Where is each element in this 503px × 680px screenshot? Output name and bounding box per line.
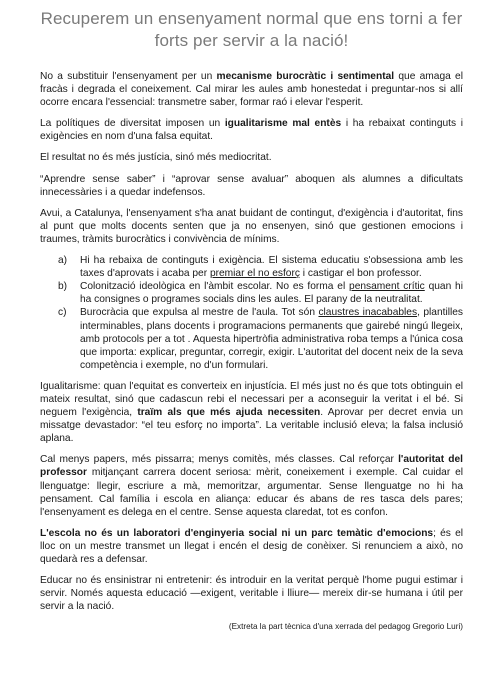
list-item: [58, 280, 463, 306]
source-credit: (Extreta la part tècnica d'una xerrada del pedagog Gregorio Luri): [228, 622, 463, 632]
paragraph-text: No a substituir l'ensenyament per un: [40, 71, 217, 82]
list-item-text: , plantilles interminables, plans docents i programacions permanents que gairebé ningú llegeix, amb protocols per a tot . Aquesta hipertròfia administrativa roba temps a l'única cosa que importa: explicar, preguntar, corregir, exigir. L'autoritat del docent neix de la seva competència i exemple, no d'un formulari.: [80, 307, 463, 371]
paragraph-catalonia: Avui, a Catalunya, l'ensenyament s'ha anat buidant de contingut, d'exigència i d'autoritat, fins al punt que molts docents senten que ja no ensenyen, sinó que gestionen emocions i traumes, tràmits burocràtics i convivència de mínims.: [40, 207, 463, 245]
paragraph-diversity: [40, 117, 463, 143]
paragraph-text: La polítiques de diversitat imposen un: [40, 118, 225, 130]
underlined-phrase: claustres inacabables: [318, 307, 418, 319]
paragraph-result: El resultat no és més justícia, sinó més mediocritat.: [40, 152, 272, 164]
list-item-text: i castigar el bon professor.: [299, 268, 422, 280]
paragraph-text: Cal menys papers, més pissarra; menys comitès, més classes. Cal reforçar: [40, 454, 399, 466]
paragraph-equality: [40, 380, 463, 445]
paragraph-text: Igualitarisme: quan l'equitat es converteix en injustícia. El més just no és que tots obtinguin el mateix resultat, sinó que cadascun rebi el necessari per a aconseguir la veritat i el bé. Si neguem l'exigència,: [40, 380, 463, 419]
bold-phrase: traïm als que més ajuda necessiten: [137, 407, 321, 419]
list-marker: c): [58, 307, 67, 319]
paragraph-slogans: “Aprendre sense saber” i “aprovar sense avaluar” aboquen als alumnes a dificultats innecessàries i a quedar indefensos.: [40, 173, 463, 198]
paragraph-text: mitjançant carrera docent seriosa: mèrit, coneixement i exemple. Cal cuidar el llenguatge: llegir, escriure a mà, memoritzar, argumentar. Sense llenguatge no hi ha pensament. Cal família i escola en aliança: educar és abans de res tasca dels pares; l'ensenyament es delega en el centre. Sense aquesta claredat, tot es confon.: [40, 467, 463, 518]
paragraph-school: [40, 527, 463, 566]
list-item: [58, 254, 463, 280]
paragraph-intro: [40, 70, 463, 109]
paragraph-text: i ha rebaixat continguts i exigències en nom d'una falsa equitat.: [40, 118, 464, 143]
paragraph-proposals: [40, 453, 463, 518]
bold-phrase: igualitarisme mal entès: [224, 118, 342, 130]
list-item-text: quan hi ha consignes o programes socials dins les aules. El parany de la neutralitat.: [80, 281, 463, 306]
page-title: Recuperem un ensenyament normal que ens torni a fer forts per servir a la nació!: [40, 9, 463, 50]
underlined-phrase: premiar el no esforç: [209, 268, 300, 280]
list-item-text: Burocràcia que expulsa al mestre de l'aula. Tot són: [80, 307, 319, 319]
paragraph-text: que amaga el fracàs i degrada el coneixement. Cal mirar les aules amb honestedat i preguntar-nos si allí ocorre encara l'essencial: transmetre saber, formar raó i elevar l'esperit.: [40, 71, 463, 109]
paragraph-text: . Aprovar per decret envia un missatge devastador: “el teu esforç no importa”. La veritable inclusió eleva; la falsa inclusió aplana.: [40, 407, 463, 445]
bold-phrase: L'escola no és un laboratori d'enginyeria social ni un parc temàtic d'emocions: [40, 527, 434, 539]
bold-phrase: l'autoritat del professor: [40, 454, 463, 479]
list-marker: b): [58, 281, 68, 293]
list-item-text: Hi ha rebaixa de continguts i exigència. El sistema educatiu s'obsessiona amb les taxes d'aprovats i acaba per: [80, 255, 463, 280]
list-marker: a): [58, 255, 68, 267]
problems-list: [40, 254, 463, 372]
paragraph-conclusion: Educar no és ensinistrar ni entretenir: és introduir en la veritat perquè l'home pugui estimar i servir. Només aquesta educació —exigent, veritable i lliure— mereix dir-se humana i útil per servir a la nació.: [40, 575, 463, 613]
paragraph-text: ; és el lloc on un mestre transmet un llegat i encén el desig de conèixer. Si renunciem a això, no quedarà res a defensar.: [40, 527, 464, 565]
bold-phrase: mecanisme burocràtic i sentimental: [216, 71, 395, 82]
list-item-text: Colonització ideològica en l'àmbit escolar. No es forma el: [80, 281, 350, 293]
list-item: [58, 306, 463, 371]
underlined-phrase: pensament crític: [349, 281, 425, 293]
